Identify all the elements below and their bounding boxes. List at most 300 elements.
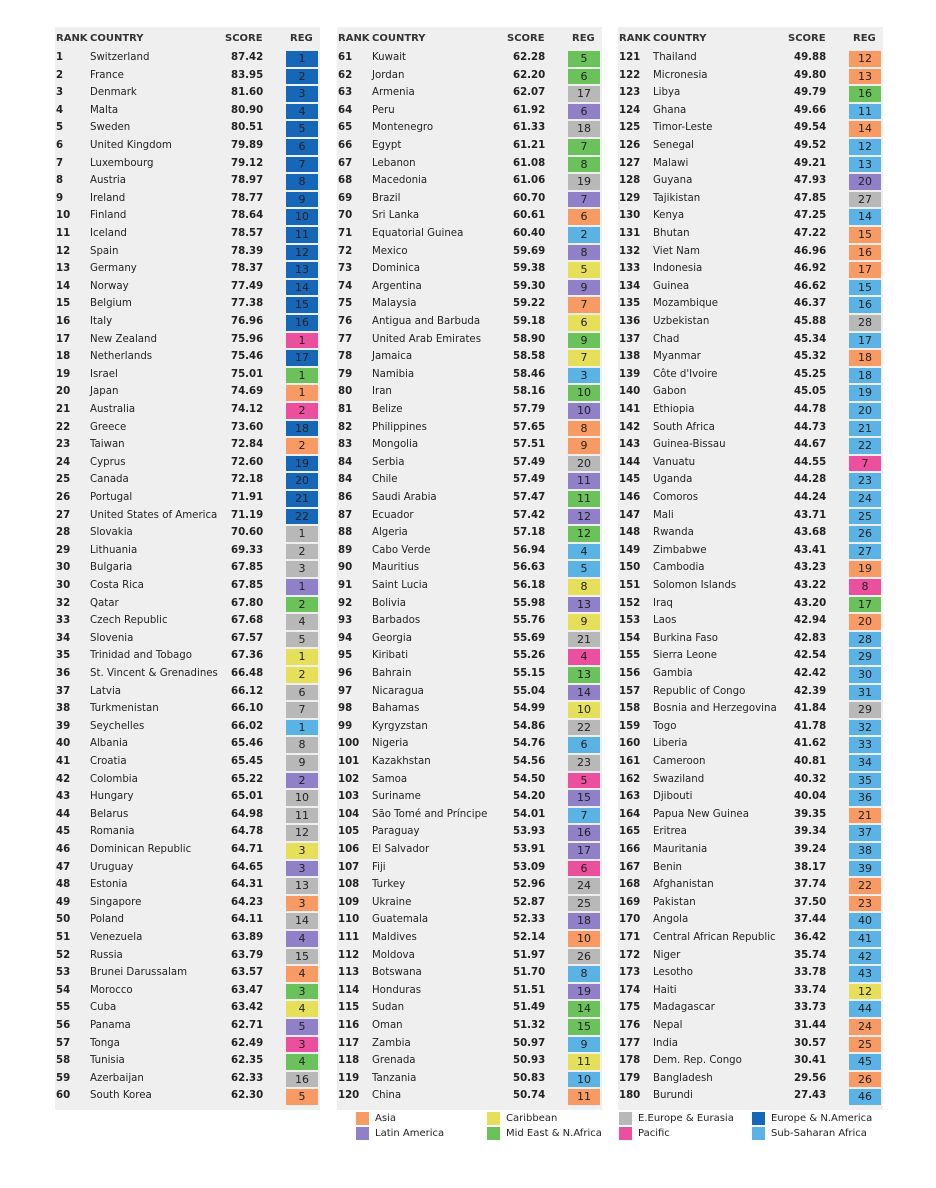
legend-label: Sub-Saharan Africa [771,1128,867,1139]
score-cell: 43.68 [794,527,827,539]
region-rank-badge: 42 [849,949,881,965]
score-cell: 63.89 [231,932,264,943]
rank-cell: 15 [56,298,71,310]
region-rank-badge: 3 [286,1037,318,1053]
table-row [55,85,320,103]
rank-cell: 27 [56,509,71,521]
rank-cell: 110 [338,914,360,926]
region-rank-badge: 2 [568,227,600,243]
region-rank-badge: 1 [286,720,318,736]
country-cell: Germany [90,263,137,275]
region-rank-badge: 19 [568,174,600,190]
country-cell: Timor-Leste [653,122,713,134]
score-cell: 64.98 [231,808,264,820]
country-cell: Haiti [653,984,677,996]
region-rank-badge: 24 [849,491,881,507]
region-rank-badge: 22 [286,509,318,525]
region-rank-badge: 4 [286,931,318,947]
score-cell: 65.46 [231,738,264,750]
country-cell: Switzerland [90,52,150,63]
table-row [337,965,602,983]
score-cell: 62.33 [231,1072,264,1084]
country-cell: Swaziland [653,773,705,785]
rank-cell: 100 [338,738,360,750]
score-cell: 66.02 [231,720,264,732]
country-cell: Equatorial Guinea [372,228,464,239]
country-cell: Greece [90,421,127,433]
country-cell: Netherlands [90,351,153,363]
country-cell: Ghana [653,104,687,116]
table-row [337,314,602,332]
region-rank-badge: 46 [849,1089,881,1105]
country-cell: Belgium [90,298,132,310]
rank-cell: 40 [56,738,71,750]
table-row [337,1053,602,1071]
region-rank-badge: 14 [286,280,318,296]
score-cell: 39.24 [794,844,827,855]
table-row [618,85,883,103]
score-cell: 37.74 [794,879,827,891]
score-cell: 41.62 [794,738,827,750]
score-cell: 42.83 [794,632,827,644]
rank-cell: 118 [338,1055,360,1067]
rank-cell: 51 [56,932,71,943]
table-row [618,244,883,262]
country-cell: Poland [90,914,125,926]
rank-cell: 76 [338,316,353,327]
region-rank-badge: 9 [568,333,600,349]
rank-cell: 102 [338,773,360,785]
score-cell: 78.37 [231,263,264,275]
table-row [337,666,602,684]
country-cell: Iraq [653,597,673,609]
region-rank-badge: 8 [568,157,600,173]
region-rank-badge: 34 [849,755,881,771]
table-row [337,596,602,614]
region-rank-badge: 11 [568,1054,600,1070]
rank-cell: 28 [56,527,71,539]
score-cell: 54.01 [513,808,546,820]
table-row [618,1053,883,1071]
table-row [618,877,883,895]
country-cell: Mali [653,509,674,521]
table-row [55,877,320,895]
legend-label: Europe & N.America [771,1113,873,1124]
region-rank-badge: 7 [568,139,600,155]
table-row [618,824,883,842]
score-cell: 51.51 [513,984,546,996]
score-cell: 62.07 [513,87,546,99]
score-cell: 27.43 [794,1090,827,1102]
region-rank-badge: 24 [568,878,600,894]
region-rank-badge: 1 [286,649,318,665]
table-row [337,120,602,138]
country-cell: Argentina [372,280,422,292]
table-row [618,648,883,666]
country-cell: Lithuania [90,544,138,556]
country-cell: Dominica [372,263,420,275]
region-rank-badge: 11 [568,1089,600,1105]
table-row [55,332,320,350]
region-rank-badge: 2 [286,667,318,683]
region-rank-badge: 15 [849,280,881,296]
score-cell: 44.28 [794,474,827,486]
rank-cell: 162 [619,773,641,785]
table-row [55,1000,320,1018]
rank-cell: 71 [338,228,353,239]
score-cell: 77.38 [231,298,264,310]
score-cell: 41.78 [794,720,827,732]
region-rank-badge: 2 [286,403,318,419]
country-cell: Morocco [90,984,133,996]
score-cell: 49.88 [794,52,827,63]
rank-cell: 88 [338,527,353,539]
region-rank-badge: 1 [286,579,318,595]
country-cell: Guatemala [372,914,429,926]
region-rank-badge: 1 [286,333,318,349]
table-row [337,226,602,244]
rank-cell: 22 [56,421,71,433]
country-cell: Vanuatu [653,456,696,468]
rank-cell: 108 [338,879,360,891]
rank-cell: 5 [56,122,64,134]
score-cell: 63.57 [231,967,264,979]
region-rank-badge: 3 [286,861,318,877]
country-cell: Cabo Verde [372,544,431,556]
country-cell: China [372,1090,402,1102]
rank-cell: 173 [619,967,641,979]
country-cell: Central African Republic [653,932,776,943]
table-row [55,684,320,702]
country-cell: Italy [90,316,113,327]
table-row [618,807,883,825]
table-row [618,384,883,402]
table-row [337,578,602,596]
country-cell: Mongolia [372,439,419,451]
table-row [55,50,320,68]
rank-cell: 70 [338,210,353,222]
region-rank-badge: 21 [849,808,881,824]
table-row [337,85,602,103]
score-cell: 61.21 [513,140,546,151]
country-cell: Djibouti [653,791,693,803]
score-cell: 44.55 [794,456,827,468]
country-cell: United States of America [90,509,218,521]
rank-cell: 128 [619,175,641,187]
legend-label: Caribbean [506,1113,558,1124]
table-row [618,860,883,878]
table-row [337,138,602,156]
region-rank-badge: 10 [286,790,318,806]
table-row [55,842,320,860]
country-cell: Sudan [372,1002,405,1014]
rank-cell: 83 [338,439,353,451]
region-rank-badge: 4 [286,1001,318,1017]
country-cell: Ireland [90,192,126,204]
country-cell: Japan [90,386,119,398]
country-cell: Macedonia [372,175,428,187]
rank-cell: 140 [619,386,641,398]
region-rank-badge: 2 [286,69,318,85]
score-cell: 53.91 [513,844,546,855]
country-cell: Madagascar [653,1002,715,1014]
region-rank-badge: 20 [286,473,318,489]
table-row [55,1053,320,1071]
rank-cell: 58 [56,1055,71,1067]
rank-cell: 149 [619,544,641,556]
region-rank-badge: 2 [286,438,318,454]
rank-cell: 3 [56,87,64,99]
region-rank-badge: 12 [286,245,318,261]
region-rank-badge: 5 [286,1089,318,1105]
region-rank-badge: 30 [849,667,881,683]
region-rank-badge: 9 [286,192,318,208]
region-rank-badge: 3 [286,843,318,859]
table-row [55,314,320,332]
region-rank-badge: 28 [849,315,881,331]
table-row [337,807,602,825]
score-cell: 79.12 [231,157,264,169]
country-cell: India [653,1037,679,1049]
rank-cell: 57 [56,1037,71,1049]
table-row [55,648,320,666]
table-row [618,895,883,913]
score-cell: 49.52 [794,140,827,151]
country-cell: Cambodia [653,562,705,574]
score-cell: 60.61 [513,210,546,222]
table-row [55,543,320,561]
rank-cell: 35 [56,650,71,662]
table-row [55,367,320,385]
table-row [337,754,602,772]
country-cell: Rwanda [653,527,694,539]
score-cell: 65.45 [231,756,264,767]
rank-cell: 147 [619,509,641,521]
country-cell: St. Vincent & Grenadines [90,668,218,679]
region-rank-badge: 10 [568,931,600,947]
table-row [55,1071,320,1089]
country-cell: Tonga [90,1037,120,1049]
rank-cell: 74 [338,280,353,292]
country-cell: Sierra Leone [653,650,717,662]
rank-cell: 172 [619,949,641,961]
table-row [337,1018,602,1036]
country-cell: Mexico [372,245,408,257]
region-rank-badge: 15 [568,1019,600,1035]
region-rank-badge: 25 [849,509,881,525]
country-cell: Thailand [653,52,697,63]
score-cell: 69.33 [231,544,264,556]
region-rank-badge: 2 [286,544,318,560]
country-cell: Slovakia [90,527,133,539]
country-cell: Malaysia [372,298,417,310]
region-rank-badge: 29 [849,702,881,718]
region-rank-badge: 7 [568,350,600,366]
table-row [618,736,883,754]
score-cell: 67.85 [231,562,264,574]
country-cell: Nigeria [372,738,409,750]
rank-cell: 115 [338,1002,360,1014]
table-row [55,490,320,508]
table-row [55,789,320,807]
country-cell: Chile [372,474,398,486]
table-row [55,666,320,684]
country-cell: Brazil [372,192,401,204]
region-rank-badge: 24 [849,1019,881,1035]
region-rank-badge: 19 [286,456,318,472]
region-rank-badge: 12 [849,139,881,155]
rank-cell: 142 [619,421,641,433]
region-rank-badge: 15 [568,790,600,806]
score-cell: 43.22 [794,580,827,591]
score-cell: 37.50 [794,896,827,908]
region-rank-badge: 7 [286,157,318,173]
score-cell: 54.50 [513,773,546,785]
rank-cell: 122 [619,69,641,81]
table-row [337,279,602,297]
column-header-country: COUNTRY [372,33,426,44]
ranking-column [55,27,320,1110]
score-cell: 64.23 [231,896,264,908]
table-row [337,402,602,420]
table-row [55,156,320,174]
table-row [618,490,883,508]
country-cell: Afghanistan [653,879,714,891]
region-rank-badge: 13 [568,597,600,613]
region-rank-badge: 44 [849,1001,881,1017]
country-cell: Guinea-Bissau [653,439,726,451]
country-cell: Latvia [90,685,122,697]
region-rank-badge: 15 [286,297,318,313]
table-row [337,261,602,279]
country-cell: Micronesia [653,69,708,81]
table-row [618,173,883,191]
region-rank-badge: 20 [849,403,881,419]
region-rank-badge: 17 [286,350,318,366]
country-cell: Colombia [90,773,138,785]
region-rank-badge: 1 [286,385,318,401]
region-rank-badge: 5 [568,561,600,577]
score-cell: 57.42 [513,509,546,521]
score-cell: 47.93 [794,175,827,187]
score-cell: 44.24 [794,492,827,503]
score-cell: 80.51 [231,122,264,134]
score-cell: 65.22 [231,773,264,785]
rank-cell: 150 [619,562,641,574]
rank-cell: 50 [56,914,71,926]
column-header-reg: REG [572,33,595,44]
table-row [618,1000,883,1018]
score-cell: 58.58 [513,351,546,363]
score-cell: 55.69 [513,632,546,644]
score-cell: 67.68 [231,615,264,627]
region-rank-badge: 22 [568,720,600,736]
table-row [55,173,320,191]
country-cell: New Zealand [90,333,157,345]
table-row [55,1018,320,1036]
country-cell: Armenia [372,87,415,99]
region-rank-badge: 38 [849,843,881,859]
country-cell: Lesotho [653,967,693,979]
region-rank-badge: 21 [849,421,881,437]
region-rank-badge: 6 [568,69,600,85]
rank-cell: 73 [338,263,353,275]
region-rank-badge: 25 [849,1037,881,1053]
region-rank-badge: 26 [568,949,600,965]
country-cell: Zimbabwe [653,544,707,556]
rank-cell: 52 [56,949,71,961]
table-row [55,912,320,930]
region-rank-badge: 15 [849,227,881,243]
table-row [337,244,602,262]
rank-cell: 38 [56,703,71,715]
region-rank-badge: 2 [286,597,318,613]
table-row [337,842,602,860]
rank-cell: 78 [338,351,353,363]
region-rank-badge: 4 [286,614,318,630]
country-cell: Maldives [372,932,417,943]
region-rank-badge: 7 [286,702,318,718]
legend-label: Pacific [638,1128,670,1139]
score-cell: 80.90 [231,104,264,116]
region-rank-badge: 17 [849,597,881,613]
table-row [337,384,602,402]
table-row [618,842,883,860]
table-row [618,68,883,86]
table-row [618,50,883,68]
region-rank-badge: 8 [568,966,600,982]
rank-cell: 17 [56,333,71,345]
score-cell: 63.79 [231,949,264,961]
score-cell: 67.85 [231,580,264,591]
rank-cell: 21 [56,404,71,415]
region-rank-badge: 7 [568,808,600,824]
rank-cell: 86 [338,492,353,503]
score-cell: 56.18 [513,580,546,591]
score-cell: 57.47 [513,492,546,503]
region-rank-badge: 40 [849,913,881,929]
score-cell: 49.54 [794,122,827,134]
table-row [618,772,883,790]
rank-cell: 171 [619,932,641,943]
table-row [55,719,320,737]
rank-cell: 111 [338,932,360,943]
country-cell: Papua New Guinea [653,808,749,820]
table-row [618,138,883,156]
region-rank-badge: 1 [286,368,318,384]
region-rank-badge: 45 [849,1054,881,1070]
table-row [55,208,320,226]
table-row [618,948,883,966]
region-rank-badge: 4 [286,1054,318,1070]
country-cell: Solomon Islands [653,580,737,591]
country-cell: Niger [653,949,681,961]
rank-cell: 25 [56,474,71,486]
region-rank-badge: 7 [568,297,600,313]
table-row [337,455,602,473]
rank-cell: 77 [338,333,353,345]
country-cell: Trinidad and Tobago [90,650,192,662]
legend-swatch [619,1127,632,1140]
country-cell: Mauritius [372,562,420,574]
region-rank-badge: 27 [849,192,881,208]
country-cell: Kuwait [372,52,407,63]
score-cell: 45.34 [794,333,827,345]
country-cell: Turkmenistan [90,703,159,715]
score-cell: 42.54 [794,650,827,662]
table-row [55,349,320,367]
table-row [55,261,320,279]
